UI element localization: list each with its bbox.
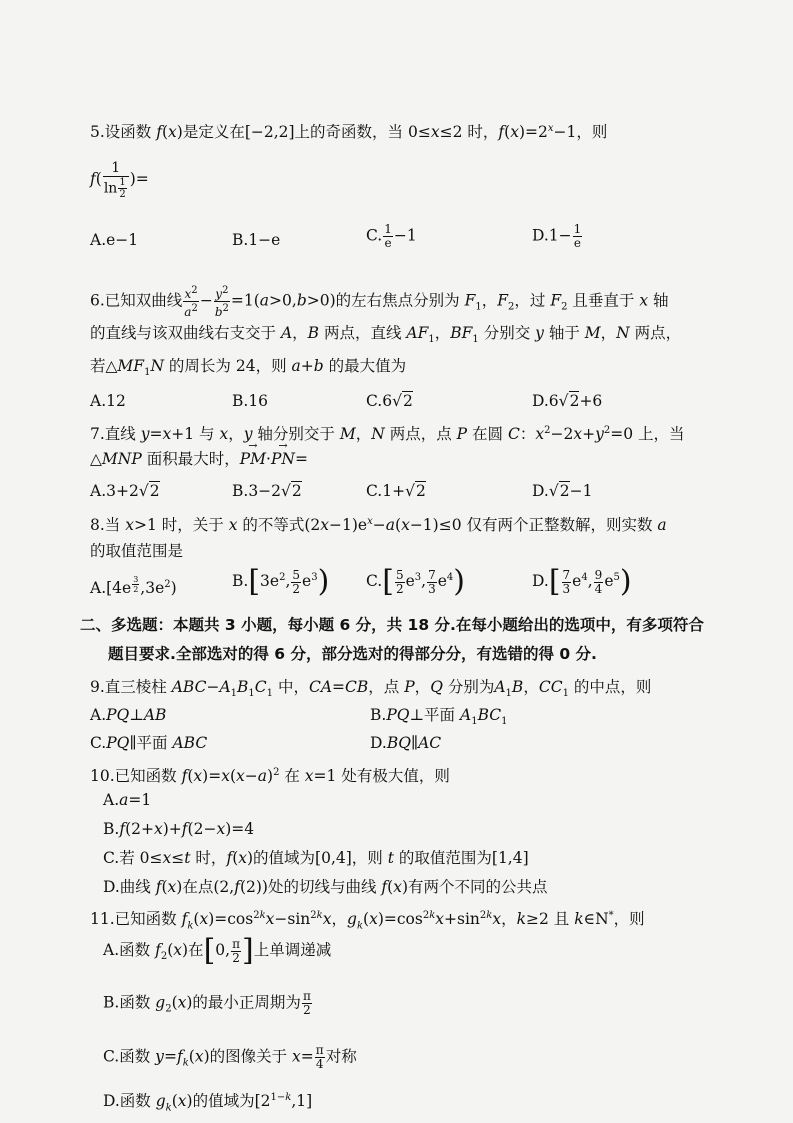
q9-stem: 9.直三棱柱 $ABC-A_1B_1C_1$ 中，CA=CB，点 P，Q 分别为$A_1B$，$CC_1$ 的中点，则	[90, 678, 652, 700]
q6-option-a: A.12	[90, 392, 126, 410]
q10-option-c: C.若 0≤x≤t 时，f(x)的值域为[0,4]，则 t 的取值范围为[1,4]	[103, 849, 529, 867]
q5-stem: 5.设函数 f(x)是定义在[−2,2]上的奇函数，当 0≤x≤2 时，$f(x)=2^x-1$，则	[90, 123, 608, 142]
q8-line2: 的取值范围是	[90, 542, 184, 560]
q11-option-c: C.函数 $y=f_k(x)$的图像关于 x= $\frac{\pi}{4}$ 对称	[103, 1043, 357, 1071]
q11-stem: 11.已知函数 $f_k(x)=\cos^{2k}x-\sin^{2k}x$，$g_k(x)=\cos^{2k}x+\sin^{2k}x$，k≥2 且 k∈N*，则	[90, 910, 645, 932]
q7-option-b: B.3−2√2	[232, 482, 302, 500]
q6-option-b: B.16	[232, 392, 269, 410]
q10-option-b: B.f(2+x)+f(2−x)=4	[103, 820, 255, 838]
q6-line2: 的直线与该双曲线右支交于 A，B 两点，直线 $AF_1$，$BF_1$ 分别交 y 轴于 M，N 两点，	[90, 324, 682, 346]
q7-option-d: D.√2−1	[532, 482, 593, 500]
q9-option-b: B.PQ⊥平面 $A_1BC_1$	[370, 706, 508, 728]
q8-option-c: C.[ $\frac{5}{2}$ $e^3$, $\frac{7}{3}$ $e^4$)	[366, 564, 466, 600]
q10-option-a: A.a=1	[103, 791, 152, 809]
section2-heading-line1: 二、多选题：本题共 3 小题，每小题 6 分，共 18 分.在每小题给出的选项中，有多项符合	[80, 616, 704, 634]
q11-option-b: B.函数 $g_2(x)$的最小正周期为 $\frac{\pi}{2}$	[103, 989, 311, 1017]
q7-option-a: A.3+2√2	[90, 482, 160, 500]
q9-option-d: D.BQ∥AC	[370, 734, 442, 752]
q8-line1: 8.当 x>1 时，关于 x 的不等式$(2x-1)e^x-a(x-1)\le 0$ 仅有两个正整数解，则实数 a	[90, 516, 667, 535]
q7-line1: 7.直线 y=x+1 与 x，y 轴分别交于 M，N 两点，点 P 在圆 C：$x^2-2x+y^2=0$ 上，当	[90, 425, 685, 444]
q11-option-a: A.函数 $f_2(x)$在[0, $\frac{\pi}{2}$ ]上单调递减	[103, 933, 332, 968]
q6-line3: 若$\triangle MF_1N$ 的周长为 24，则 a+b 的最大值为	[90, 357, 407, 379]
q11-option-d: D.函数 $g_k(x)$的值域为$[2^{1-k},1]$	[103, 1092, 313, 1114]
q9-option-a: A.PQ⊥AB	[90, 706, 167, 724]
q6-option-d: D.6√2+6	[532, 392, 603, 410]
q5-option-c: C. $\frac{1}{e}$ −1	[366, 222, 417, 250]
q9-option-c: C.PQ∥平面 ABC	[90, 734, 208, 752]
q7-line2: △MNP 面积最大时，→ PM·→ PN=	[90, 448, 308, 470]
q10-stem: 10.已知函数 $f(x)=x(x-a)^2$ 在 x=1 处有极大值，则	[90, 767, 450, 786]
section2-heading-line2: 题目要求.全部选对的得 6 分，部分选对的得部分分，有选错的得 0 分.	[108, 645, 597, 663]
q8-option-b: $B.[3e^2$, $\frac{5}{2}$ $e^3$)	[232, 564, 330, 600]
q5-expr: f( 1 ln $\frac{1}{2}$ )=	[90, 160, 149, 200]
q5-option-a: A.e−1	[90, 231, 139, 249]
q10-option-d: D.曲线 f(x)在点(2,f(2))处的切线与曲线 f(x)有两个不同的公共点	[103, 878, 548, 896]
q5-option-d: D.1− $\frac{1}{e}$	[532, 222, 582, 250]
q6-line1: 6.已知双曲线 $\frac{x^2}{a^2}$ − $\frac{y^2}{b^2}$ =1(a>0,b>0)的左右焦点分别为 $F_1$，$F_2$，过 $F_2$ 且垂直于 x 轴	[90, 285, 669, 319]
q6-option-c: C.6√2	[366, 392, 413, 410]
q8-option-a: A.[4e $^{\frac{3}{2}}$ $,3e^2$)	[90, 575, 177, 598]
q5-option-b: B.1−e	[232, 231, 281, 249]
q7-option-c: C.1+√2	[366, 482, 426, 500]
q8-option-d: D.[ $\frac{7}{3}$ $e^4$, $\frac{9}{4}$ $e^5$)	[532, 564, 632, 600]
